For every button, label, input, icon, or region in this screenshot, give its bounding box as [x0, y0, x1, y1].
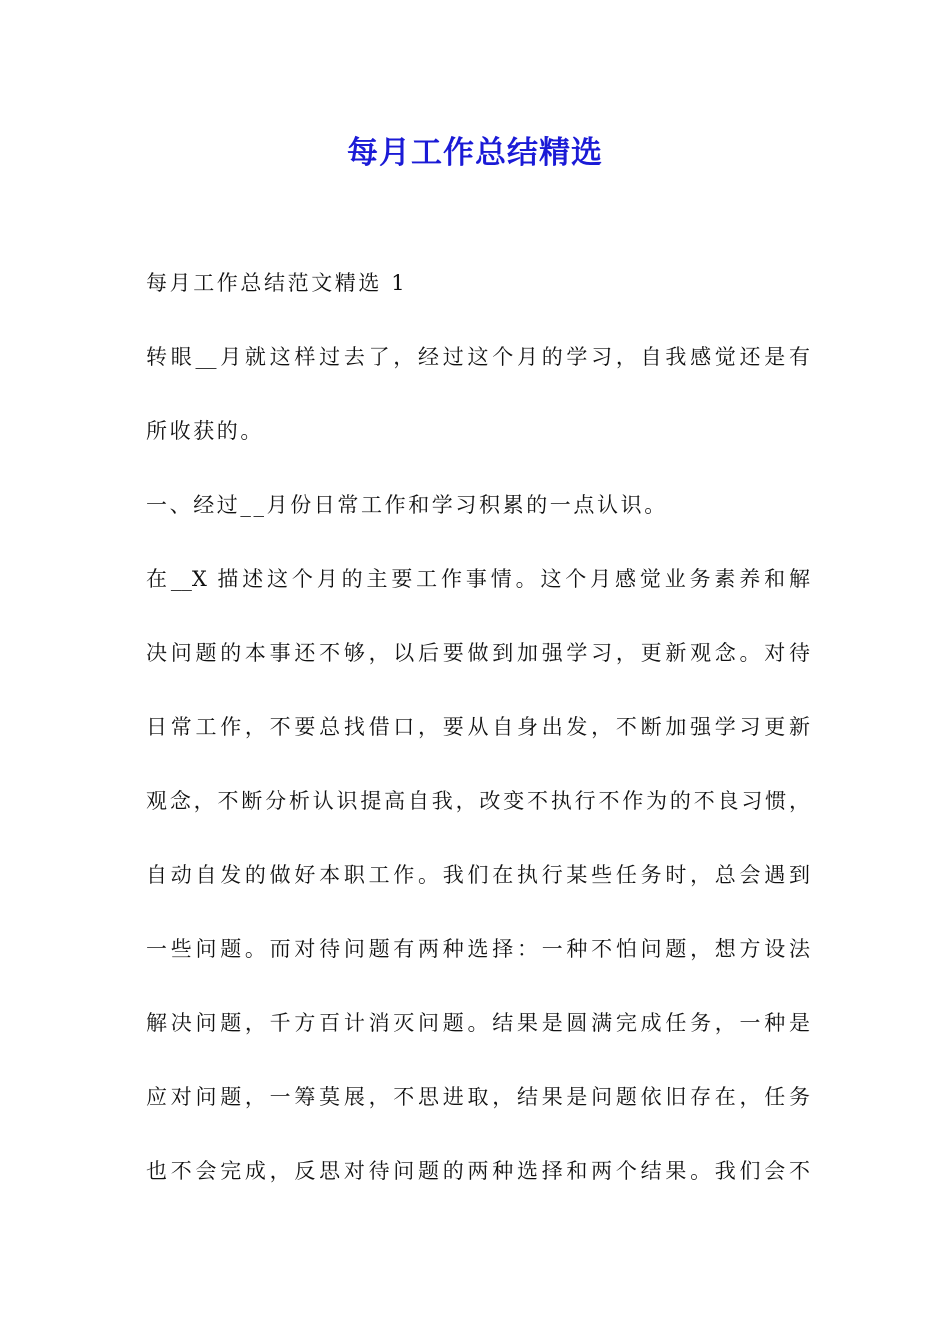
section-heading: 每月工作总结范文精选 1: [146, 271, 408, 295]
document-body: [146, 246, 810, 1208]
paragraph-line: 解决问题，千方百计消灭问题。结果是圆满完成任务，一种是: [146, 1011, 810, 1035]
paragraph-line: 应对问题，一筹莫展，不思进取，结果是问题依旧存在，任务: [146, 1085, 810, 1109]
document-title: 每月工作总结精选: [347, 135, 603, 171]
paragraph-line: 也不会完成，反思对待问题的两种选择和两个结果。我们会不: [146, 1159, 810, 1183]
paragraph-line: 所收获的。: [146, 419, 264, 443]
paragraph-line: 自动自发的做好本职工作。我们在执行某些任务时，总会遇到: [146, 863, 810, 887]
paragraph-line: 一些问题。而对待问题有两种选择：一种不怕问题，想方设法: [146, 937, 810, 961]
paragraph-line: 决问题的本事还不够，以后要做到加强学习，更新观念。对待: [146, 641, 810, 665]
paragraph-line: 日常工作，不要总找借口，要从自身出发，不断加强学习更新: [146, 715, 810, 739]
paragraph-line: 在__X 描述这个月的主要工作事情。这个月感觉业务素养和解: [146, 567, 810, 591]
subsection-heading: 一、经过__月份日常工作和学习积累的一点认识。: [146, 493, 668, 517]
paragraph-line: 观念，不断分析认识提高自我，改变不执行不作为的不良习惯，: [146, 789, 810, 813]
paragraph-line: 转眼__月就这样过去了，经过这个月的学习，自我感觉还是有: [146, 345, 810, 369]
